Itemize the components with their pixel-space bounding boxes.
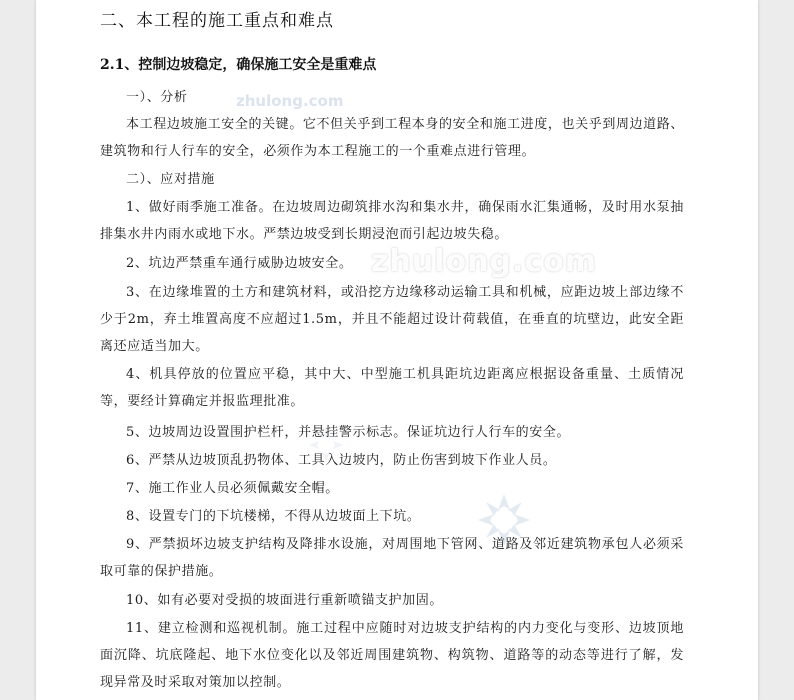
paragraph-measure-3: 3、在边缘堆置的土方和建筑材料，或沿挖方边缘移动运输工具和机械，应距边坡上部边缘不少于2m，弃土堆置高度不应超过1.5m，并且不能超过设计荷载值，在垂直的坑壁边，此安全距离还应适当加大。 — [100, 285, 684, 354]
watermark-large: zhulong.com — [371, 244, 597, 279]
paragraph-analysis-body: 本工程边坡施工安全的关键。它不但关乎到工程本身的安全和施工进度，也关乎到周边道路、建筑物和行人行车的安全，必须作为本工程施工的一个重难点进行管理。 — [100, 117, 684, 159]
paragraph-measure-8: 8、设置专门的下坑楼梯，不得从边坡面上下坑。 — [126, 509, 421, 524]
section-heading: 二、本工程的施工重点和难点 — [100, 11, 334, 31]
paragraph-measure-10: 10、如有必要对受损的坡面进行重新喷锚支护加固。 — [126, 593, 443, 608]
paragraph-measure-2: 2、坑边严禁重车通行威胁边坡安全。 — [126, 256, 353, 271]
paragraph-analysis-title: 一）、分析 — [126, 90, 188, 105]
paragraph-measure-11: 11、建立检测和巡视机制。施工过程中应随时对边坡支护结构的内力变化与变形、边坡顶地面沉降、坑底隆起、地下水位变化以及邻近周围建筑物、构筑物、道路等的动态等进行了解，发现异常及时采取对策加以控制。 — [100, 621, 684, 690]
paragraph-measure-9: 9、严禁损坏边坡支护结构及降排水设施，对周围地下管网、道路及邻近建筑物承包人必须采取可靠的保护措施。 — [100, 537, 684, 579]
paragraph-measure-5: 5、边坡周边设置围护栏杆，并悬挂警示标志。保证坑边行人行车的安全。 — [126, 425, 571, 440]
watermark-small: zhulong.com — [236, 92, 344, 110]
watermark-logo-small-icon — [306, 425, 346, 465]
subsection-heading: 2.1、控制边坡稳定，确保施工安全是重难点 — [100, 57, 377, 73]
paragraph-measures-title: 二）、应对措施 — [126, 172, 215, 187]
paragraph-measure-1: 1、做好雨季施工准备。在边坡周边砌筑排水沟和集水井，确保雨水汇集通畅，及时用水泵抽排集水井内雨水或地下水。严禁边坡受到长期浸泡而引起边坡失稳。 — [100, 200, 684, 242]
paragraph-measure-4: 4、机具停放的位置应平稳，其中大、中型施工机具距坑边距离应根据设备重量、土质情况等，要经计算确定并报监理批准。 — [100, 367, 684, 409]
paragraph-measure-7: 7、施工作业人员必须佩戴安全帽。 — [126, 481, 339, 496]
watermark-logo-icon — [474, 490, 534, 550]
document-page — [36, 0, 758, 700]
paragraph-measure-6: 6、严禁从边坡顶乱扔物体、工具入边坡内，防止伤害到坡下作业人员。 — [126, 453, 557, 468]
